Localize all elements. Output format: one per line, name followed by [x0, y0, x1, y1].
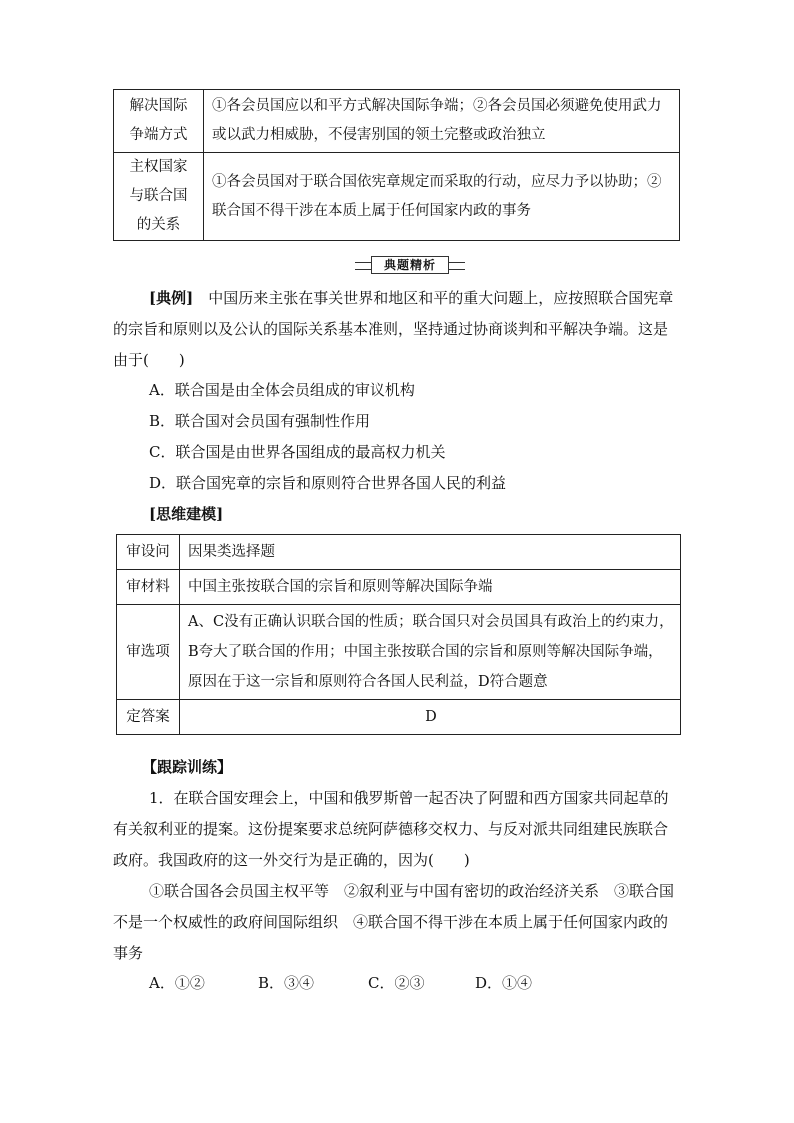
example-stem — [113, 283, 681, 376]
banner-right-ornament — [449, 262, 465, 270]
row-content: A、C没有正确认识联合国的性质；联合国只对会员国具有政治上的约束力，B夸大了联合国的作用；中国主张按联合国的宗旨和原则等解决国际争端，原因在于这一宗旨和原则符合各国人民利益，D符合题意 — [180, 605, 681, 700]
section-banner — [355, 256, 465, 274]
table-row — [117, 535, 681, 570]
option-a: A．联合国是由全体会员组成的审议机构 — [149, 381, 415, 399]
row-content: 因果类选择题 — [180, 535, 681, 570]
example-stem-text: 中国历来主张在事关世界和地区和平的重大问题上，应按照联合国宪章的宗旨和原则以及公认的国际关系基本准则，坚持通过协商谈判和平解决争端。这是由于( ) — [113, 289, 674, 369]
option-c: C．联合国是由世界各国组成的最高权力机关 — [149, 443, 446, 461]
question-1-option-d: D．①④ — [475, 974, 533, 992]
row-content: ①各会员国对于联合国依宪章规定而采取的行动，应尽力予以协助；②联合国不得干涉在本质上属于任何国家内政的事务 — [204, 153, 680, 241]
option-b: B．联合国对会员国有强制性作用 — [149, 412, 371, 430]
table-row — [117, 605, 681, 700]
row-header: 审材料 — [117, 570, 180, 605]
banner-left-ornament — [355, 262, 371, 270]
question-1-option-a: A．①② — [149, 974, 205, 992]
table-row — [114, 153, 680, 241]
question-1-option-b: B．③④ — [258, 974, 315, 992]
row-header-text: 解决国际争端方式 — [129, 98, 188, 143]
banner-label: 典题精析 — [371, 256, 449, 274]
table-row — [114, 90, 680, 153]
row-header — [114, 90, 204, 153]
table-row — [117, 570, 681, 605]
example-tag: [典例] — [149, 289, 194, 307]
row-content: ①各会员国应以和平方式解决国际争端；②各会员国必须避免使用武力或以武力相威胁，不侵害别国的领土完整或政治独立 — [204, 90, 680, 153]
row-header-text: 主权国家与联合国的关系 — [129, 159, 188, 233]
table-row — [117, 700, 681, 735]
row-header: 审选项 — [117, 605, 180, 700]
question-1-statements: ①联合国各会员国主权平等 ②叙利亚与中国有密切的政治经济关系 ③联合国不是一个权威性的政府间国际组织 ④联合国不得干涉在本质上属于任何国家内政的事务 — [113, 882, 675, 962]
thinking-model-table — [116, 534, 681, 735]
thinking-model-title: [思维建模] — [149, 505, 224, 523]
row-header: 审设问 — [117, 535, 180, 570]
row-content: 中国主张按联合国的宗旨和原则等解决国际争端 — [180, 570, 681, 605]
answer-value: D — [180, 700, 681, 735]
question-1-stem: 1．在联合国安理会上，中国和俄罗斯曾一起否决了阿盟和西方国家共同起草的有关叙利亚的提案。这份提案要求总统阿萨德移交权力、与反对派共同组建民族联合政府。我国政府的这一外交行为是正确的，因为( ) — [113, 789, 669, 869]
option-d: D．联合国宪章的宗旨和原则符合世界各国人民的利益 — [149, 474, 507, 492]
practice-title: 【跟踪训练】 — [142, 758, 233, 776]
row-header: 定答案 — [117, 700, 180, 735]
row-header — [114, 153, 204, 241]
question-1-option-c: C．②③ — [368, 974, 425, 992]
un-principles-table — [113, 89, 680, 241]
